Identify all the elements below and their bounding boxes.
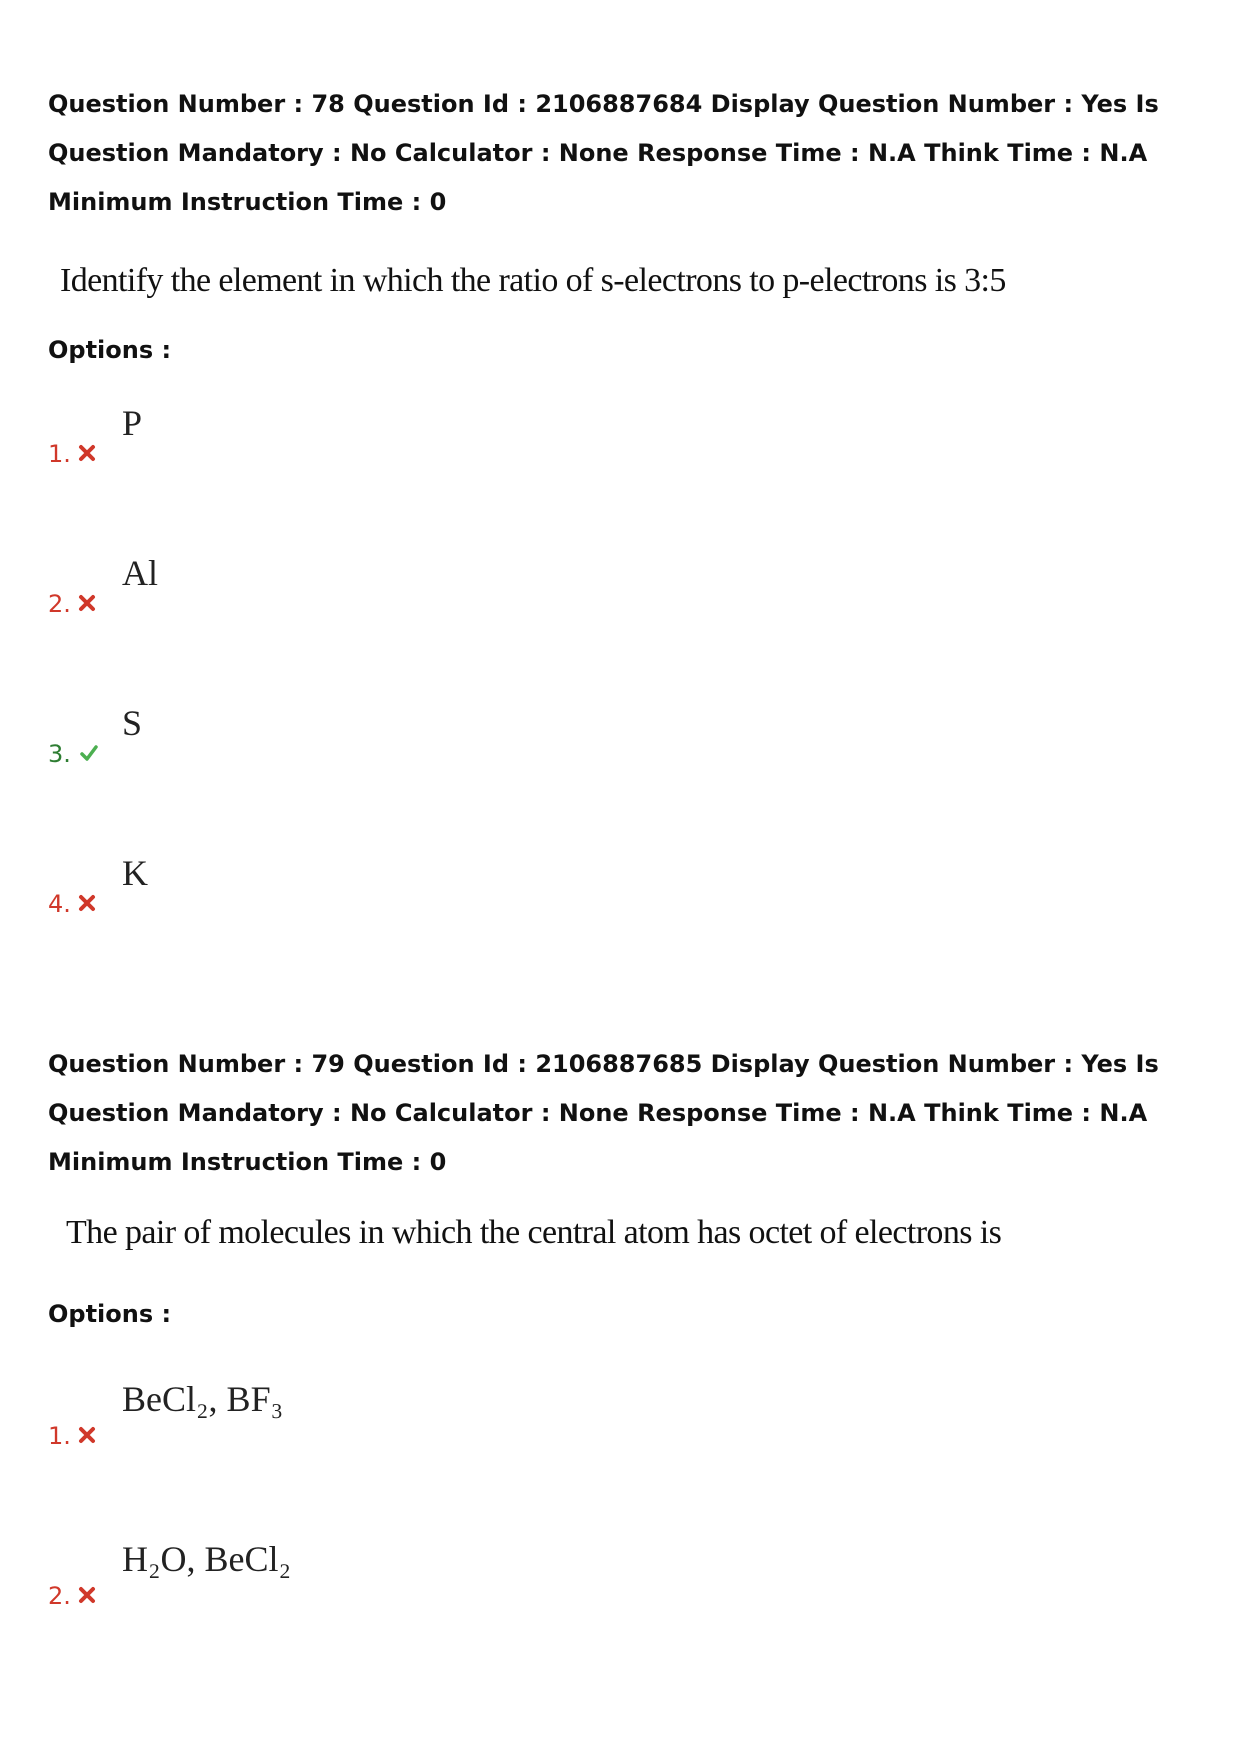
cross-icon [78,1426,96,1444]
question-text: Identify the element in which the ratio of s-electrons to p-electrons is 3:5 [60,262,1006,299]
option-number: 2. [48,590,71,618]
question-block-79 [48,1040,1208,1187]
option-text: K [122,853,148,893]
cross-icon [78,444,96,462]
cross-icon [78,894,96,912]
option-1[interactable] [48,398,648,488]
option-text: S [122,703,143,743]
option-number: 3. [48,740,71,768]
question-meta: Question Number : 78 Question Id : 2106887684 Display Question Number : Yes Is Question Mandatory : No Calculator : None Response Time : N.A Think Time : N.A Minimum Instruction Time : 0 [48,90,1159,216]
option-number: 4. [48,890,71,918]
option-2[interactable] [48,548,648,638]
option-4[interactable] [48,848,648,938]
cross-icon [78,1586,96,1604]
question-meta: Question Number : 79 Question Id : 2106887685 Display Question Number : Yes Is Question Mandatory : No Calculator : None Response Time : N.A Think Time : N.A Minimum Instruction Time : 0 [48,1050,1159,1176]
option-number: 1. [48,1422,71,1450]
option-text: Al [122,553,158,593]
option-2[interactable] [48,1538,648,1628]
option-1[interactable] [48,1378,648,1468]
question-text: The pair of molecules in which the central atom has octet of electrons is [66,1214,1002,1251]
cross-icon [78,594,96,612]
option-text: H₂O, BeCl₂ [122,1539,292,1579]
check-icon [78,744,100,762]
question-block-78 [48,80,1208,227]
option-number: 1. [48,440,71,468]
option-text: BeCl₂, BF₃ [122,1379,284,1419]
options-label: Options : [48,1300,172,1328]
option-number: 2. [48,1582,71,1610]
options-label: Options : [48,336,172,364]
option-3[interactable] [48,698,648,788]
option-text: P [122,403,143,443]
